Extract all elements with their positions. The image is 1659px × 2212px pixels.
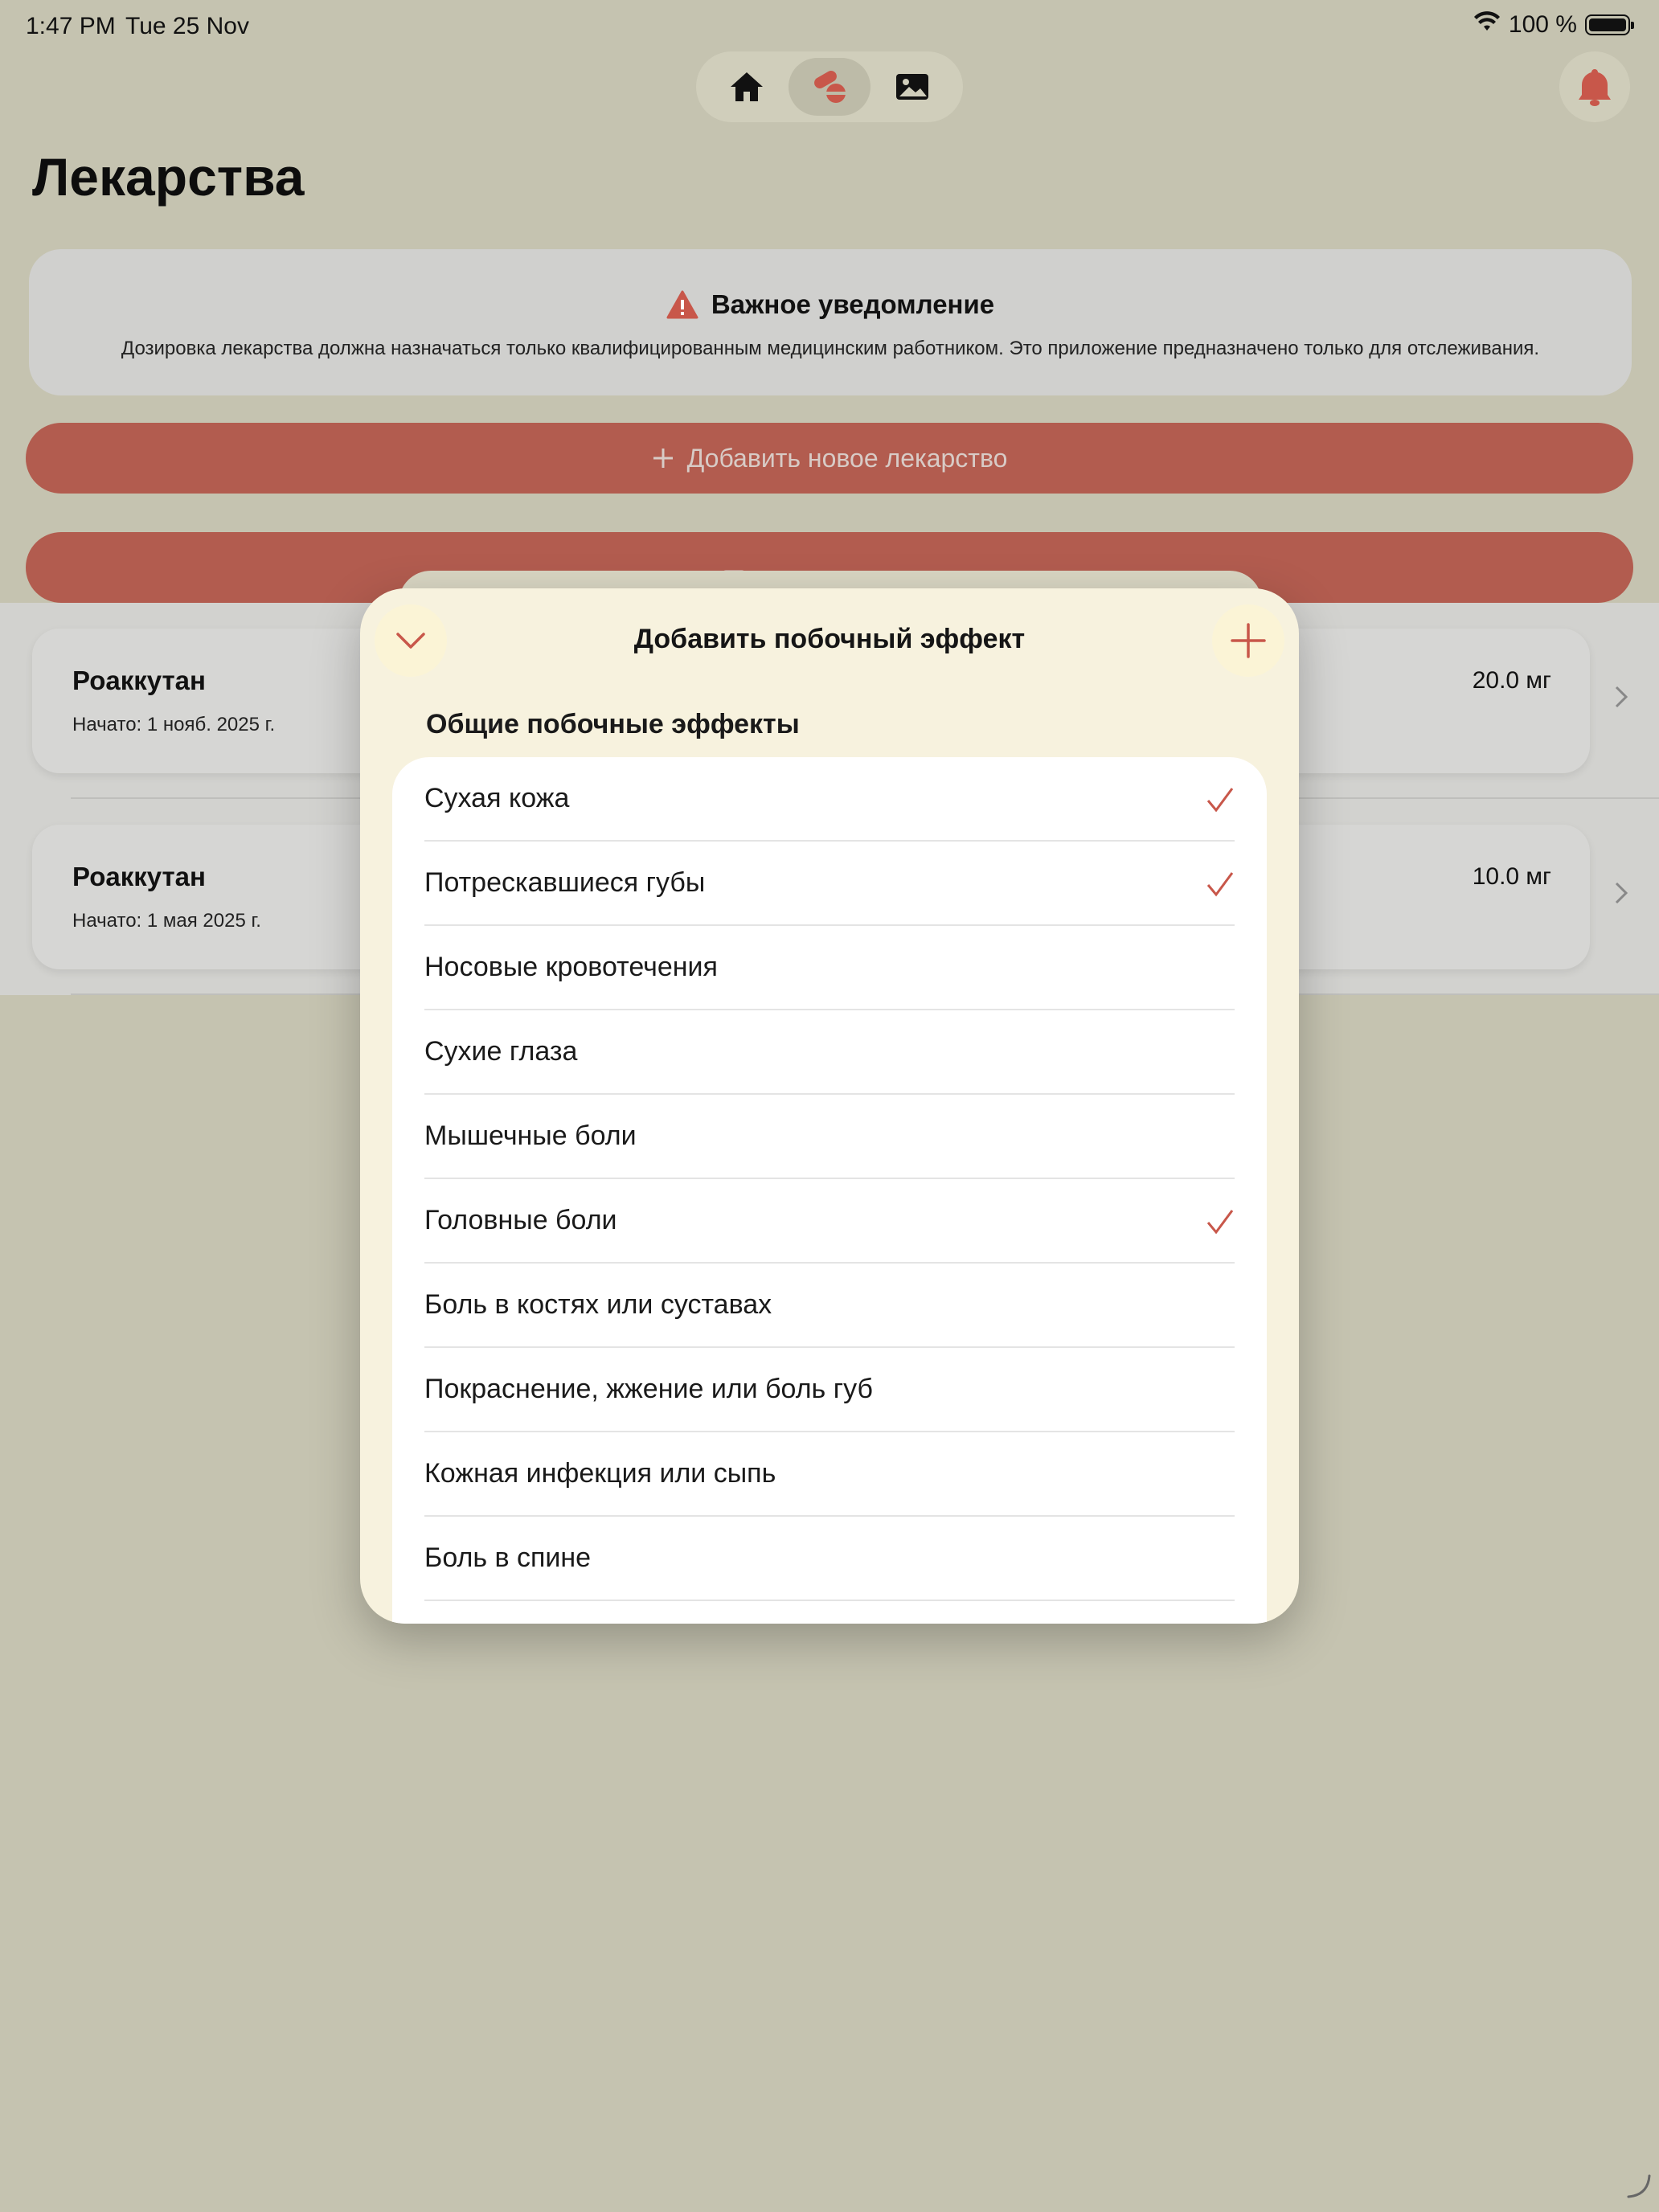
medication-dose: 10.0 мг xyxy=(1472,863,1551,890)
chevron-right-icon xyxy=(1614,881,1628,909)
medication-name: Роаккутан xyxy=(72,666,206,695)
option-label: Боль в спине xyxy=(424,1542,592,1573)
plus-icon xyxy=(652,447,674,469)
status-bar xyxy=(0,0,1659,51)
option-label: Покраснение, жжение или боль губ xyxy=(424,1374,873,1404)
status-time: 1:47 PM xyxy=(26,13,116,39)
wifi-icon xyxy=(1473,11,1501,39)
notice-text: Дозировка лекарства должна назначаться только квалифицированным медицинским работником. Это приложение предназначено только для отслеживания. xyxy=(121,338,1540,359)
tab-photos[interactable] xyxy=(870,58,953,116)
option-label: Мышечные боли xyxy=(424,1120,637,1151)
side-effect-option[interactable] xyxy=(424,1010,1235,1095)
side-effect-option[interactable] xyxy=(424,926,1235,1010)
side-effect-option[interactable] xyxy=(424,1517,1235,1601)
plus-icon xyxy=(1231,623,1266,658)
side-effect-option[interactable] xyxy=(424,1264,1235,1348)
medication-start: Начато: 1 нояб. 2025 г. xyxy=(72,714,276,735)
tab-home[interactable] xyxy=(706,58,789,116)
add-medication-label: Добавить новое лекарство xyxy=(686,443,1008,473)
important-notice xyxy=(29,249,1632,395)
warning-icon xyxy=(666,290,698,319)
side-effect-option[interactable] xyxy=(424,1348,1235,1432)
notice-title: Важное уведомление xyxy=(711,289,995,319)
side-effect-option[interactable] xyxy=(424,842,1235,926)
modal-title: Добавить побочный эффект xyxy=(633,624,1026,654)
side-effect-list xyxy=(392,757,1267,1624)
battery-icon xyxy=(1585,14,1630,35)
tab-medications[interactable] xyxy=(789,58,871,116)
home-icon xyxy=(729,71,764,103)
add-medication-button[interactable] xyxy=(26,423,1633,494)
checkmark-icon xyxy=(1206,870,1235,902)
notifications-button[interactable] xyxy=(1559,51,1630,122)
page-title: Лекарства xyxy=(32,147,305,207)
status-indicators xyxy=(1473,11,1630,39)
side-effect-option[interactable] xyxy=(424,757,1235,842)
side-effect-option[interactable] xyxy=(424,1095,1235,1179)
option-label: Кожная инфекция или сыпь xyxy=(424,1458,776,1489)
option-label: Потрескавшиеся губы xyxy=(424,867,706,898)
option-label: Головные боли xyxy=(424,1205,617,1235)
medication-name: Роаккутан xyxy=(72,862,206,891)
pills-icon xyxy=(810,69,849,104)
checkmark-icon xyxy=(1206,1208,1235,1239)
option-label: Боль в костях или суставах xyxy=(424,1289,772,1320)
bell-icon xyxy=(1572,64,1617,109)
medication-dose: 20.0 мг xyxy=(1472,667,1551,694)
tab-bar xyxy=(696,51,963,122)
medication-start: Начато: 1 мая 2025 г. xyxy=(72,910,261,932)
option-label: Носовые кровотечения xyxy=(424,952,718,982)
battery-percent: 100 % xyxy=(1508,11,1577,38)
photo-icon xyxy=(895,72,930,101)
add-custom-effect-button[interactable] xyxy=(1212,604,1284,677)
status-date: Tue 25 Nov xyxy=(125,13,249,39)
side-effect-option[interactable] xyxy=(424,1179,1235,1264)
checkmark-icon xyxy=(1206,786,1235,817)
resize-handle-icon xyxy=(1625,2173,1653,2204)
add-side-effect-modal xyxy=(360,588,1299,1624)
section-title: Общие побочные эффекты xyxy=(426,709,800,739)
chevron-right-icon xyxy=(1614,685,1628,713)
option-label: Сухие глаза xyxy=(424,1036,578,1067)
side-effect-option[interactable] xyxy=(424,1432,1235,1517)
option-label: Сухая кожа xyxy=(424,783,570,813)
